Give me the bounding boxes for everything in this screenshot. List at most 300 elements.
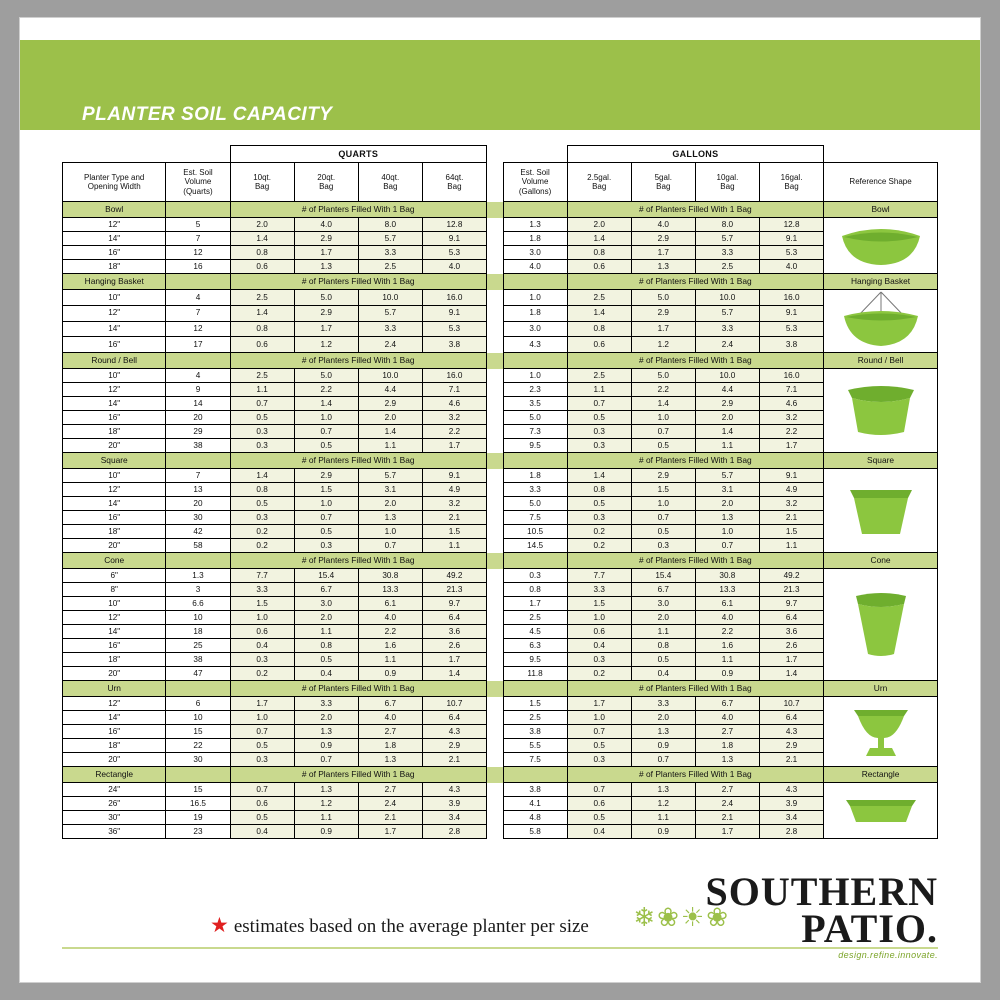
cell-gallon-bag-2: 8.0: [695, 218, 759, 232]
cell-est-gallons: 1.8: [503, 469, 567, 483]
cell-quart-bag-1: 3.0: [294, 597, 358, 611]
cell-quart-bag-0: 0.8: [230, 321, 294, 337]
cell-quart-bag-0: 0.6: [230, 260, 294, 274]
cell-est-gallons: 11.8: [503, 667, 567, 681]
cell-gallon-bag-2: 1.8: [695, 739, 759, 753]
cell-gallon-bag-0: 2.0: [567, 218, 631, 232]
group-blank: [503, 274, 567, 290]
cell-gallon-bag-3: 7.1: [759, 383, 823, 397]
cell-quart-bag-2: 2.0: [358, 411, 422, 425]
group-blank: [166, 274, 230, 290]
cell-planter-size: 20": [63, 753, 166, 767]
cell-est-gallons: 3.8: [503, 783, 567, 797]
cell-gallon-bag-0: 0.4: [567, 825, 631, 839]
cell-gallon-bag-1: 0.5: [631, 653, 695, 667]
cell-planter-size: 6": [63, 569, 166, 583]
cell-quart-bag-1: 6.7: [294, 583, 358, 597]
cell-est-quarts: 7: [166, 469, 230, 483]
cell-gallon-bag-2: 2.4: [695, 797, 759, 811]
cell-quart-bag-2: 2.7: [358, 725, 422, 739]
group-blank: [503, 553, 567, 569]
cell-est-quarts: 47: [166, 667, 230, 681]
cell-gallon-bag-2: 2.0: [695, 411, 759, 425]
cell-est-quarts: 3: [166, 583, 230, 597]
cell-gallon-bag-0: 0.8: [567, 246, 631, 260]
cell-planter-size: 18": [63, 525, 166, 539]
spacer: [503, 146, 567, 163]
fill-label-quarts: # of Planters Filled With 1 Bag: [230, 274, 486, 290]
cell-gallon-bag-0: 0.7: [567, 397, 631, 411]
cell-quart-bag-1: 2.2: [294, 383, 358, 397]
cell-quart-bag-2: 1.3: [358, 511, 422, 525]
spacer: [486, 383, 503, 397]
cell-gallon-bag-1: 1.7: [631, 321, 695, 337]
cell-quart-bag-1: 2.0: [294, 611, 358, 625]
cell-quart-bag-3: 2.6: [422, 639, 486, 653]
cell-quart-bag-3: 9.7: [422, 597, 486, 611]
cell-gallon-bag-3: 10.7: [759, 697, 823, 711]
cell-planter-size: 16": [63, 639, 166, 653]
cell-quart-bag-3: 3.6: [422, 625, 486, 639]
cell-gallon-bag-1: 0.9: [631, 825, 695, 839]
group-blank: [166, 453, 230, 469]
cell-planter-size: 14": [63, 321, 166, 337]
cell-gallon-bag-1: 4.0: [631, 218, 695, 232]
cell-quart-bag-0: 0.7: [230, 725, 294, 739]
table-row: [63, 260, 938, 274]
table-group-row: [63, 553, 938, 569]
cell-est-quarts: 10: [166, 611, 230, 625]
cell-gallon-bag-2: 1.3: [695, 511, 759, 525]
cell-est-gallons: 5.0: [503, 497, 567, 511]
cell-planter-size: 10": [63, 597, 166, 611]
cell-gallon-bag-2: 3.3: [695, 321, 759, 337]
cell-gallon-bag-3: 6.4: [759, 611, 823, 625]
cell-gallon-bag-3: 3.9: [759, 797, 823, 811]
cell-gallon-bag-2: 1.4: [695, 425, 759, 439]
cell-gallon-bag-0: 0.2: [567, 525, 631, 539]
cell-gallon-bag-2: 3.3: [695, 246, 759, 260]
cell-gallon-bag-0: 0.5: [567, 411, 631, 425]
table-row: [63, 469, 938, 483]
cell-gallon-bag-3: 4.0: [759, 260, 823, 274]
cell-gallon-bag-3: 2.8: [759, 825, 823, 839]
cell-est-quarts: 7: [166, 305, 230, 321]
col-header-quart-bag-2: 40qt. Bag: [358, 163, 422, 202]
spacer: [486, 497, 503, 511]
cell-est-quarts: 20: [166, 411, 230, 425]
cell-quart-bag-2: 3.1: [358, 483, 422, 497]
table-group-row: [63, 353, 938, 369]
cell-quart-bag-1: 1.3: [294, 783, 358, 797]
cell-quart-bag-1: 5.0: [294, 369, 358, 383]
fill-label-quarts: # of Planters Filled With 1 Bag: [230, 453, 486, 469]
cell-gallon-bag-2: 4.0: [695, 611, 759, 625]
cell-gallon-bag-1: 15.4: [631, 569, 695, 583]
cell-gallon-bag-1: 2.9: [631, 232, 695, 246]
table-group-row: [63, 681, 938, 697]
spacer: [486, 639, 503, 653]
cell-quart-bag-3: 6.4: [422, 611, 486, 625]
cell-quart-bag-2: 2.9: [358, 397, 422, 411]
spacer: [486, 597, 503, 611]
cell-gallon-bag-3: 21.3: [759, 583, 823, 597]
table-row: [63, 667, 938, 681]
cell-gallon-bag-3: 5.3: [759, 246, 823, 260]
cell-planter-size: 12": [63, 483, 166, 497]
table-row: [63, 739, 938, 753]
cell-gallon-bag-0: 0.6: [567, 625, 631, 639]
cell-quart-bag-2: 2.5: [358, 260, 422, 274]
cell-quart-bag-0: 0.5: [230, 411, 294, 425]
spacer: [486, 274, 503, 290]
cell-quart-bag-2: 2.7: [358, 783, 422, 797]
cell-quart-bag-2: 0.7: [358, 539, 422, 553]
cell-quart-bag-0: 2.5: [230, 290, 294, 306]
cell-quart-bag-2: 2.2: [358, 625, 422, 639]
cell-quart-bag-2: 1.7: [358, 825, 422, 839]
table-row: [63, 539, 938, 553]
cell-gallon-bag-3: 4.3: [759, 725, 823, 739]
cell-planter-size: 12": [63, 383, 166, 397]
cell-est-quarts: 6: [166, 697, 230, 711]
cell-quart-bag-1: 1.0: [294, 497, 358, 511]
spacer: [486, 811, 503, 825]
cell-planter-size: 18": [63, 425, 166, 439]
cell-gallon-bag-1: 1.3: [631, 783, 695, 797]
col-header-quart-bag-1: 20qt. Bag: [294, 163, 358, 202]
spacer: [486, 539, 503, 553]
cell-est-gallons: 2.5: [503, 611, 567, 625]
cell-quart-bag-0: 7.7: [230, 569, 294, 583]
group-shape-label: Rectangle: [824, 767, 938, 783]
cell-quart-bag-1: 1.3: [294, 260, 358, 274]
cell-planter-size: 16": [63, 411, 166, 425]
cell-quart-bag-0: 0.5: [230, 497, 294, 511]
cell-quart-bag-1: 0.5: [294, 653, 358, 667]
col-header-gallon-bag-0: 2.5gal. Bag: [567, 163, 631, 202]
table-column-header-row: [63, 163, 938, 202]
cell-est-quarts: 18: [166, 625, 230, 639]
quarts-group-header: QUARTS: [230, 146, 486, 163]
table-group-header-row: [63, 146, 938, 163]
spacer: [486, 305, 503, 321]
document-page: [20, 18, 980, 982]
cell-est-quarts: 19: [166, 811, 230, 825]
table-row: [63, 525, 938, 539]
cell-quart-bag-0: 1.1: [230, 383, 294, 397]
cell-quart-bag-1: 0.5: [294, 439, 358, 453]
cell-gallon-bag-2: 2.1: [695, 811, 759, 825]
cell-quart-bag-1: 3.3: [294, 697, 358, 711]
cell-planter-size: 20": [63, 667, 166, 681]
spacer: [486, 553, 503, 569]
cell-gallon-bag-0: 2.5: [567, 290, 631, 306]
cell-quart-bag-1: 0.3: [294, 539, 358, 553]
cell-est-gallons: 4.3: [503, 337, 567, 353]
cell-est-quarts: 13: [166, 483, 230, 497]
cell-gallon-bag-1: 3.0: [631, 597, 695, 611]
cell-est-quarts: 9: [166, 383, 230, 397]
cell-est-gallons: 1.8: [503, 305, 567, 321]
cell-est-gallons: 14.5: [503, 539, 567, 553]
col-header-quart-bag-0: 10qt. Bag: [230, 163, 294, 202]
cell-quart-bag-0: 0.3: [230, 653, 294, 667]
cell-quart-bag-2: 10.0: [358, 290, 422, 306]
cell-quart-bag-3: 49.2: [422, 569, 486, 583]
brand-tagline: design.refine.innovate.: [838, 949, 938, 960]
cell-gallon-bag-1: 2.9: [631, 469, 695, 483]
cell-gallon-bag-1: 0.9: [631, 739, 695, 753]
spacer: [486, 146, 503, 163]
cell-gallon-bag-1: 0.7: [631, 511, 695, 525]
cell-gallon-bag-1: 1.5: [631, 483, 695, 497]
cell-quart-bag-0: 0.3: [230, 753, 294, 767]
cell-gallon-bag-3: 2.6: [759, 639, 823, 653]
cell-quart-bag-1: 1.1: [294, 811, 358, 825]
cell-quart-bag-3: 4.3: [422, 783, 486, 797]
cell-gallon-bag-0: 0.6: [567, 260, 631, 274]
cell-gallon-bag-1: 2.9: [631, 305, 695, 321]
spacer: [486, 425, 503, 439]
cell-gallon-bag-3: 1.4: [759, 667, 823, 681]
table-row: [63, 697, 938, 711]
group-blank: [503, 202, 567, 218]
group-name: Cone: [63, 553, 166, 569]
cell-quart-bag-3: 2.8: [422, 825, 486, 839]
cell-quart-bag-1: 1.7: [294, 321, 358, 337]
cell-gallon-bag-1: 0.3: [631, 539, 695, 553]
cell-gallon-bag-2: 2.7: [695, 725, 759, 739]
table-row: [63, 290, 938, 306]
cell-est-quarts: 16: [166, 260, 230, 274]
cell-gallon-bag-0: 0.2: [567, 667, 631, 681]
spacer: [486, 218, 503, 232]
cell-quart-bag-3: 4.6: [422, 397, 486, 411]
spacer: [486, 611, 503, 625]
cell-est-gallons: 9.5: [503, 653, 567, 667]
fill-label-gallons: # of Planters Filled With 1 Bag: [567, 553, 823, 569]
cell-quart-bag-0: 0.2: [230, 525, 294, 539]
cell-planter-size: 16": [63, 337, 166, 353]
cell-gallon-bag-2: 2.7: [695, 783, 759, 797]
spacer: [824, 146, 938, 163]
cell-quart-bag-3: 2.2: [422, 425, 486, 439]
cell-est-gallons: 2.5: [503, 711, 567, 725]
cell-gallon-bag-2: 2.4: [695, 337, 759, 353]
spacer: [486, 439, 503, 453]
cell-quart-bag-3: 16.0: [422, 369, 486, 383]
table-row: [63, 483, 938, 497]
cell-quart-bag-2: 30.8: [358, 569, 422, 583]
cell-quart-bag-2: 2.4: [358, 797, 422, 811]
group-shape-label: Urn: [824, 681, 938, 697]
cell-gallon-bag-0: 0.7: [567, 725, 631, 739]
cell-quart-bag-2: 5.7: [358, 232, 422, 246]
cell-est-quarts: 15: [166, 725, 230, 739]
cell-quart-bag-2: 8.0: [358, 218, 422, 232]
soil-capacity-table-wrapper: [62, 145, 938, 839]
cell-gallon-bag-3: 3.2: [759, 411, 823, 425]
cell-quart-bag-3: 1.4: [422, 667, 486, 681]
spacer: [166, 146, 230, 163]
cell-gallon-bag-3: 1.7: [759, 653, 823, 667]
cell-est-quarts: 12: [166, 321, 230, 337]
fill-label-quarts: # of Planters Filled With 1 Bag: [230, 202, 486, 218]
table-row: [63, 711, 938, 725]
spacer: [63, 146, 166, 163]
cell-quart-bag-2: 1.6: [358, 639, 422, 653]
cell-est-gallons: 0.8: [503, 583, 567, 597]
fill-label-gallons: # of Planters Filled With 1 Bag: [567, 353, 823, 369]
cell-gallon-bag-3: 16.0: [759, 369, 823, 383]
table-row: [63, 397, 938, 411]
cell-planter-size: 16": [63, 725, 166, 739]
cell-est-gallons: 4.8: [503, 811, 567, 825]
cell-gallon-bag-0: 0.5: [567, 811, 631, 825]
fill-label-quarts: # of Planters Filled With 1 Bag: [230, 767, 486, 783]
cell-quart-bag-3: 1.7: [422, 439, 486, 453]
table-row: [63, 825, 938, 839]
cell-gallon-bag-0: 1.7: [567, 697, 631, 711]
cell-gallon-bag-2: 1.3: [695, 753, 759, 767]
cell-gallon-bag-0: 1.0: [567, 611, 631, 625]
cell-est-gallons: 1.7: [503, 597, 567, 611]
cell-quart-bag-0: 1.0: [230, 711, 294, 725]
cell-quart-bag-2: 4.4: [358, 383, 422, 397]
cell-planter-size: 14": [63, 397, 166, 411]
cell-gallon-bag-0: 0.3: [567, 511, 631, 525]
spacer: [486, 753, 503, 767]
cell-gallon-bag-0: 3.3: [567, 583, 631, 597]
table-row: [63, 497, 938, 511]
cell-est-gallons: 6.3: [503, 639, 567, 653]
cell-est-gallons: 5.8: [503, 825, 567, 839]
cell-quart-bag-2: 4.0: [358, 711, 422, 725]
cell-quart-bag-1: 0.5: [294, 525, 358, 539]
fill-label-quarts: # of Planters Filled With 1 Bag: [230, 553, 486, 569]
cell-quart-bag-2: 13.3: [358, 583, 422, 597]
cell-gallon-bag-1: 5.0: [631, 369, 695, 383]
cell-gallon-bag-3: 4.9: [759, 483, 823, 497]
cell-gallon-bag-1: 1.3: [631, 260, 695, 274]
cell-quart-bag-1: 1.5: [294, 483, 358, 497]
spacer: [486, 397, 503, 411]
cell-gallon-bag-0: 1.1: [567, 383, 631, 397]
cell-gallon-bag-3: 6.4: [759, 711, 823, 725]
cell-gallon-bag-0: 1.5: [567, 597, 631, 611]
cell-est-gallons: 2.3: [503, 383, 567, 397]
group-name: Urn: [63, 681, 166, 697]
cell-gallon-bag-3: 9.1: [759, 469, 823, 483]
cell-planter-size: 16": [63, 246, 166, 260]
cell-gallon-bag-3: 1.5: [759, 525, 823, 539]
cell-est-gallons: 7.3: [503, 425, 567, 439]
cell-gallon-bag-2: 1.1: [695, 439, 759, 453]
cell-gallon-bag-1: 2.0: [631, 711, 695, 725]
cell-gallon-bag-3: 12.8: [759, 218, 823, 232]
spacer: [486, 163, 503, 202]
table-row: [63, 597, 938, 611]
spacer: [486, 321, 503, 337]
cell-gallon-bag-2: 10.0: [695, 290, 759, 306]
cell-gallon-bag-0: 0.6: [567, 337, 631, 353]
fill-label-quarts: # of Planters Filled With 1 Bag: [230, 681, 486, 697]
fill-label-gallons: # of Planters Filled With 1 Bag: [567, 767, 823, 783]
cell-gallon-bag-2: 1.1: [695, 653, 759, 667]
group-name: Rectangle: [63, 767, 166, 783]
table-row: [63, 369, 938, 383]
cell-gallon-bag-0: 0.8: [567, 321, 631, 337]
cell-quart-bag-2: 10.0: [358, 369, 422, 383]
cell-est-quarts: 7: [166, 232, 230, 246]
cell-quart-bag-3: 9.1: [422, 469, 486, 483]
cell-est-quarts: 58: [166, 539, 230, 553]
cell-quart-bag-0: 0.8: [230, 246, 294, 260]
cell-planter-size: 14": [63, 497, 166, 511]
cell-quart-bag-0: 1.0: [230, 611, 294, 625]
cell-gallon-bag-0: 0.4: [567, 639, 631, 653]
cell-gallon-bag-0: 1.4: [567, 305, 631, 321]
cell-quart-bag-2: 3.3: [358, 321, 422, 337]
table-row: [63, 411, 938, 425]
table-group-row: [63, 767, 938, 783]
spacer: [486, 767, 503, 783]
table-row: [63, 611, 938, 625]
cell-planter-size: 12": [63, 611, 166, 625]
spacer: [486, 353, 503, 369]
cell-planter-size: 18": [63, 739, 166, 753]
round-bell-shape: [824, 369, 938, 453]
fill-label-gallons: # of Planters Filled With 1 Bag: [567, 681, 823, 697]
cell-est-gallons: 0.3: [503, 569, 567, 583]
cell-gallon-bag-3: 9.1: [759, 305, 823, 321]
cell-quart-bag-3: 4.0: [422, 260, 486, 274]
cell-quart-bag-2: 1.0: [358, 525, 422, 539]
cell-quart-bag-0: 0.2: [230, 539, 294, 553]
table-row: [63, 725, 938, 739]
cell-quart-bag-3: 9.1: [422, 305, 486, 321]
cell-est-quarts: 14: [166, 397, 230, 411]
cell-quart-bag-1: 2.0: [294, 711, 358, 725]
cell-est-quarts: 23: [166, 825, 230, 839]
group-blank: [166, 681, 230, 697]
cell-gallon-bag-0: 0.8: [567, 483, 631, 497]
cell-planter-size: 12": [63, 697, 166, 711]
spacer: [486, 697, 503, 711]
cell-est-quarts: 38: [166, 653, 230, 667]
cell-gallon-bag-3: 3.6: [759, 625, 823, 639]
cell-planter-size: 16": [63, 511, 166, 525]
fill-label-gallons: # of Planters Filled With 1 Bag: [567, 274, 823, 290]
cell-quart-bag-1: 0.9: [294, 739, 358, 753]
cell-quart-bag-3: 9.1: [422, 232, 486, 246]
cell-quart-bag-1: 4.0: [294, 218, 358, 232]
cell-gallon-bag-2: 5.7: [695, 305, 759, 321]
cell-gallon-bag-3: 2.1: [759, 753, 823, 767]
spacer: [486, 290, 503, 306]
table-row: [63, 439, 938, 453]
cell-est-quarts: 16.5: [166, 797, 230, 811]
cell-quart-bag-1: 0.7: [294, 511, 358, 525]
spacer: [486, 725, 503, 739]
cell-est-gallons: 3.3: [503, 483, 567, 497]
cell-planter-size: 18": [63, 653, 166, 667]
spacer: [486, 667, 503, 681]
group-blank: [503, 453, 567, 469]
group-name: Bowl: [63, 202, 166, 218]
cell-quart-bag-3: 2.1: [422, 511, 486, 525]
